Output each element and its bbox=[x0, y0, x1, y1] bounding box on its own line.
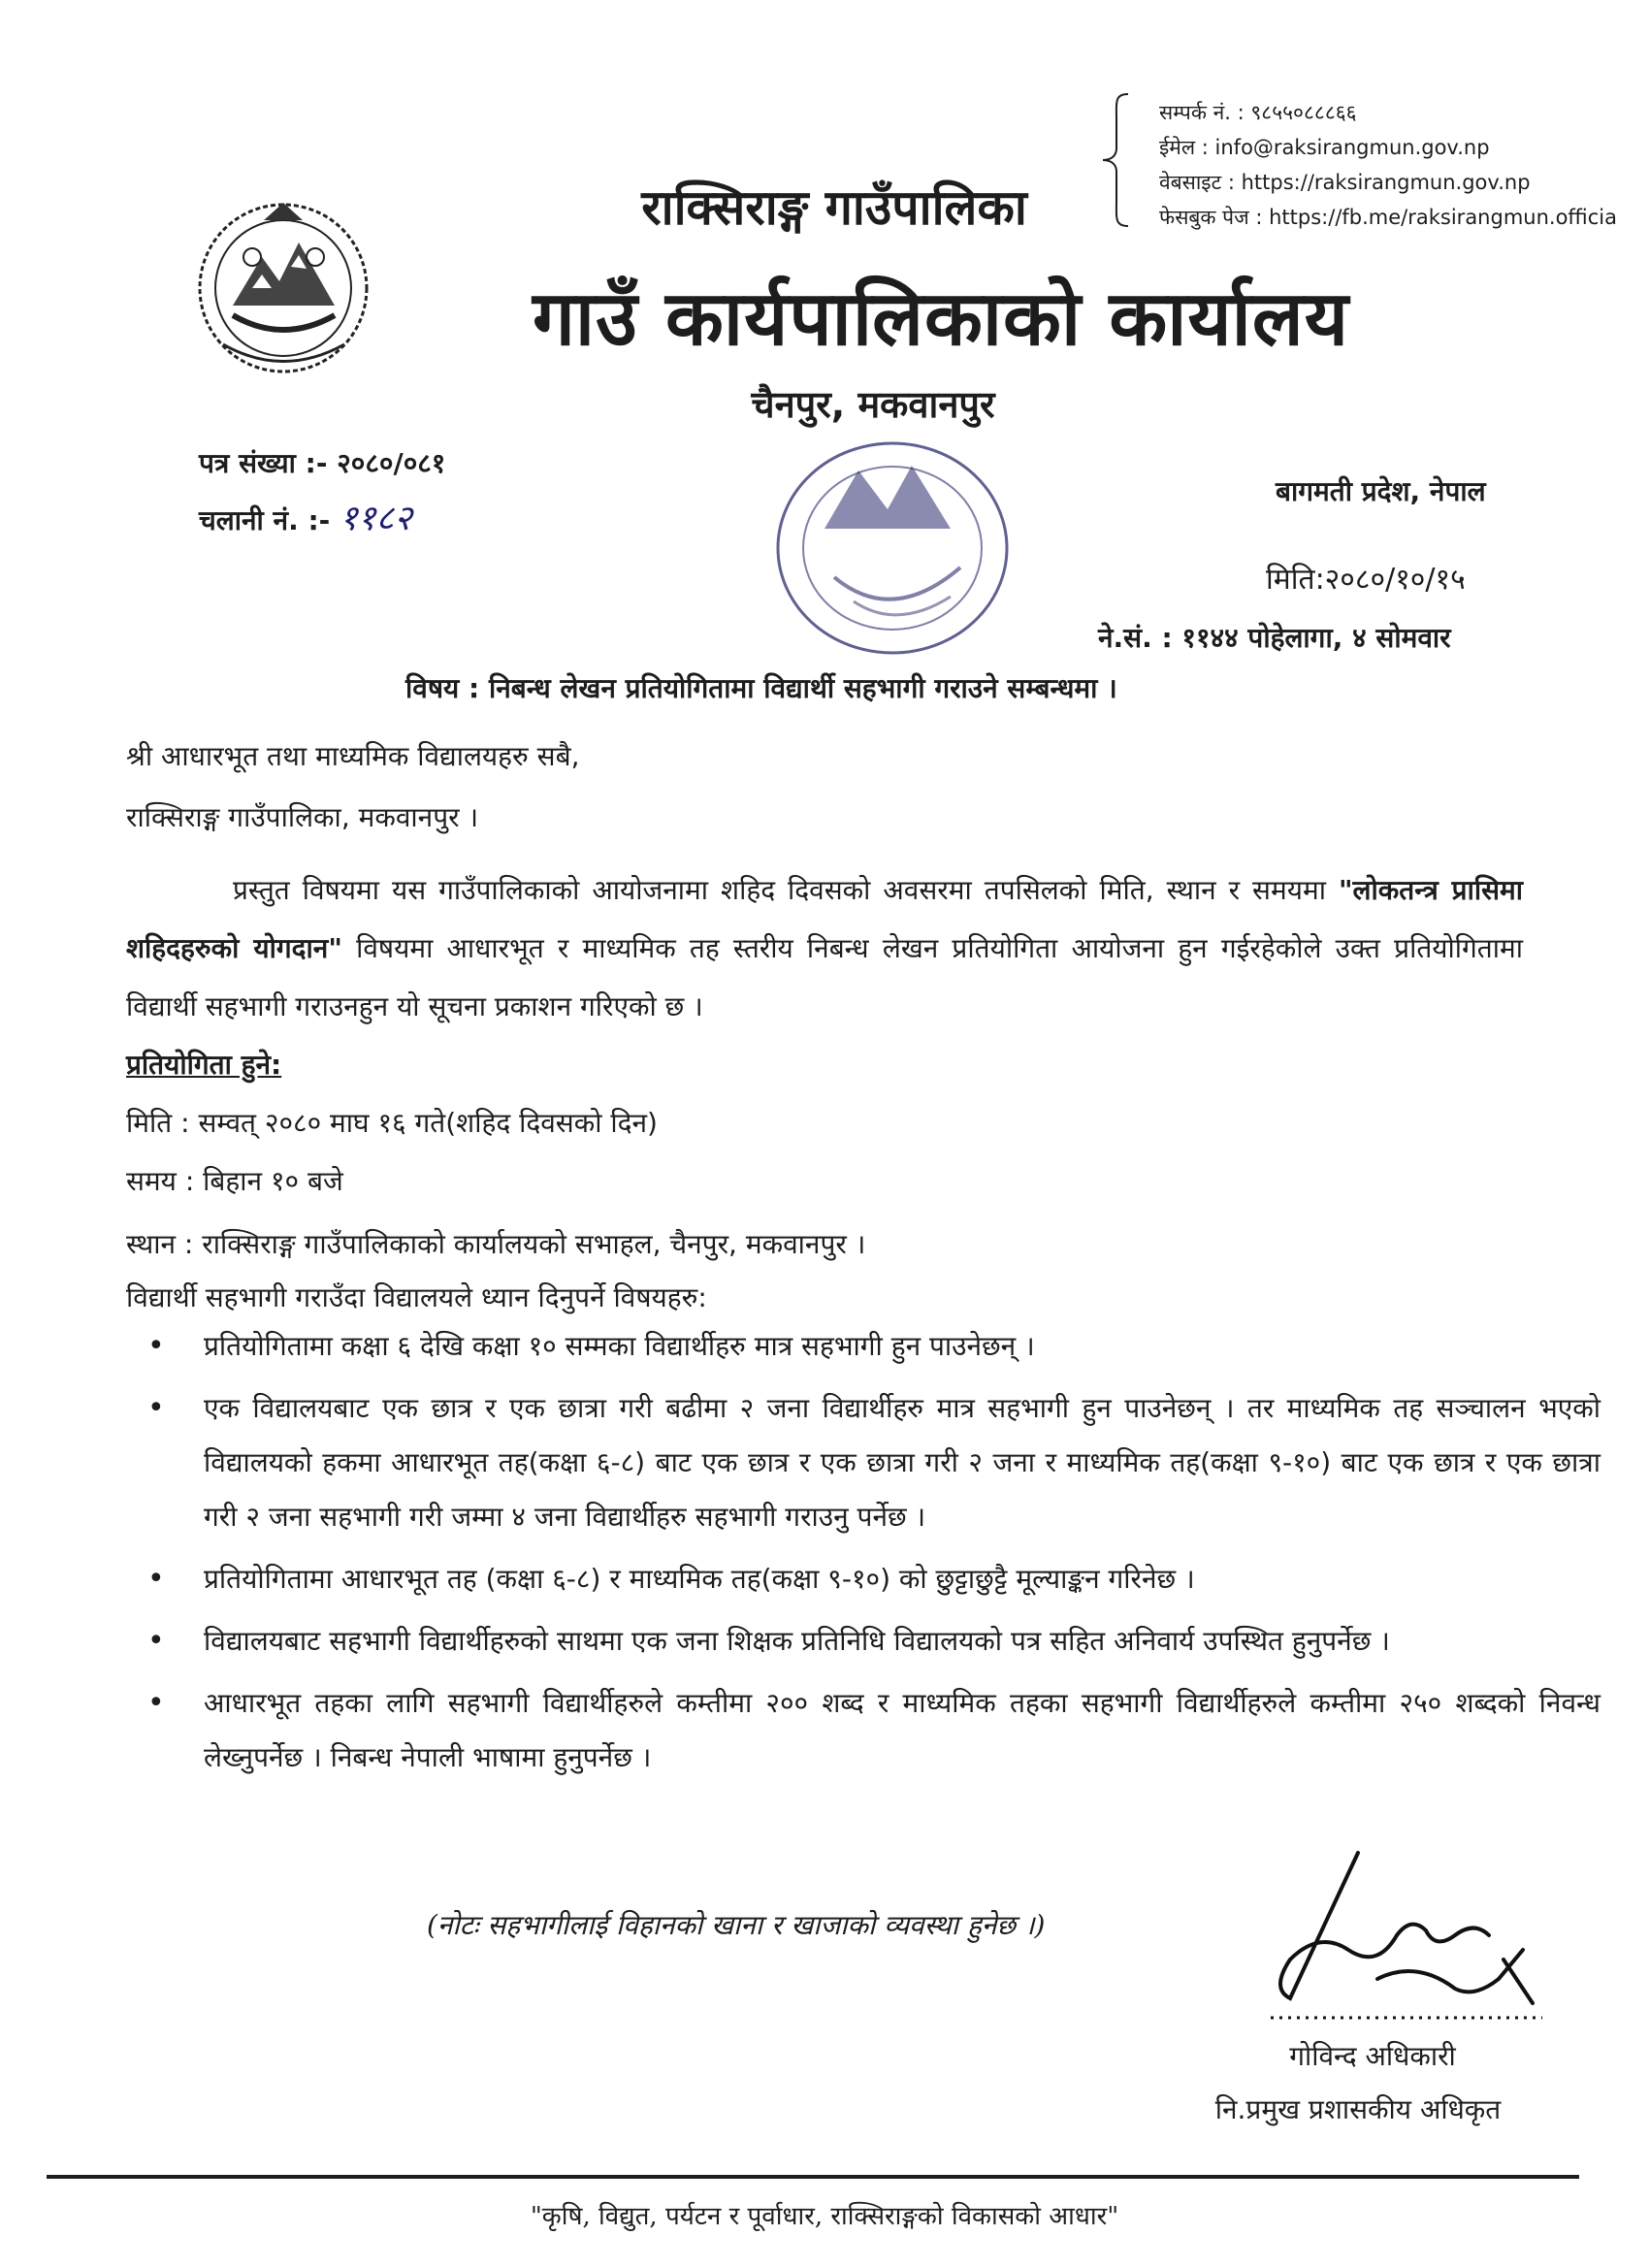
list-item: • आधारभूत तहका लागि सहभागी विद्यार्थीहरुले कम्तीमा २०० शब्द र माध्यमिक तहका सहभागी विद्यार्थीहरुले कम्तीमा २५० शब्दको निवन्ध लेख्नुपर्नेछ । निबन्ध नेपाली भाषामा हुनुपर्नेछ । bbox=[204, 1676, 1600, 1785]
signatory-name: गोविन्द अधिकारी bbox=[1289, 2040, 1456, 2072]
competition-time: समय : बिहान १० बजे bbox=[126, 1165, 343, 1197]
paragraph-part-1: प्रस्तुत विषयमा यस गाउँपालिकाको आयोजनामा शहिद दिवसको अवसरमा तपसिलको मिति, स्थान र समयमा bbox=[233, 874, 1339, 906]
paragraph-part-2: विषयमा आधारभूत र माध्यमिक तह स्तरीय निबन्ध लेखन प्रतियोगिता आयोजना हुन गईरहेकोले उक्त प्रतियोगितामा विद्यार्थी सहभागी गराउनहुन यो सूचना प्रकाशन गरिएको छ । bbox=[126, 932, 1523, 1022]
recipient-line-2: राक्सिराङ्ग गाउँपालिका, मकवानपुर । bbox=[126, 801, 479, 833]
dispatch-number-label: चलानी नं. :- bbox=[199, 504, 331, 536]
dispatch-number-row bbox=[199, 493, 412, 540]
footer-slogan: "कृषि, विद्युत, पर्यटन र पूर्वाधार, राक्सिराङ्गको विकासको आधार" bbox=[530, 2202, 1119, 2231]
contact-facebook: फेसबुक पेज : https://fb.me/raksirangmun.officia bbox=[1159, 206, 1617, 229]
signatory-title: नि.प्रमुख प्रशासकीय अधिकृत bbox=[1214, 2093, 1502, 2125]
competition-date: मिति : सम्वत् २०८० माघ १६ गते(शहिद दिवसको दिन) bbox=[126, 1107, 658, 1139]
nepal-sambat-date: ने.सं. : ११४४ पोहेलागा, ४ सोमवार bbox=[1098, 622, 1451, 654]
list-item: • प्रतियोगितामा आधारभूत तह (कक्षा ६-८) र माध्यमिक तह(कक्षा ९-१०) को छुट्टाछुट्टै मूल्याङ्कन गरिनेछ । bbox=[204, 1552, 1600, 1606]
letter-date: मिति:२०८०/१०/१५ bbox=[1266, 563, 1466, 597]
list-item: • प्रतियोगितामा कक्षा ६ देखि कक्षा १० सम्मका विद्यार्थीहरु मात्र सहभागी हुन पाउनेछन् । bbox=[204, 1319, 1600, 1374]
body-paragraph bbox=[126, 861, 1523, 1036]
list-item: • एक विद्यालयबाट एक छात्र र एक छात्रा गरी बढीमा २ जना विद्यार्थीहरु मात्र सहभागी हुन पाउनेछन् । तर माध्यमिक तह सञ्चालन भएको विद्यालयको हकमा आधारभूत तह(कक्षा ६-८) बाट एक छात्र र एक छात्रा गरी २ जना र माध्यमिक तह(कक्षा ९-१०) बाट एक छात्र र एक छात्रा गरी २ जना सहभागी गरी जम्मा ४ जना विद्यार्थीहरु सहभागी गराउनु पर्नेछ । bbox=[204, 1381, 1600, 1544]
letter-number: पत्र संख्या :- २०८०/०८१ bbox=[199, 447, 446, 479]
school-notes-heading: विद्यार्थी सहभागी गराउँदा विद्यालयले ध्यान दिनुपर्ने विषयहरु: bbox=[126, 1281, 707, 1313]
meal-note: (नोटः सहभागीलाई विहानको खाना र खाजाको व्यवस्था हुनेछ ।) bbox=[427, 1909, 1046, 1941]
letter-subject: विषय : निबन्ध लेखन प्रतियोगितामा विद्यार्थी सहभागी गराउने सम्बन्धमा । bbox=[405, 672, 1117, 704]
competition-title: प्रतियोगिता हुने: bbox=[126, 1049, 282, 1081]
list-item: • विद्यालयबाट सहभागी विद्यार्थीहरुको साथमा एक जना शिक्षक प्रतिनिधि विद्यालयको पत्र सहित अनिवार्य उपस्थित हुनुपर्नेछ । bbox=[204, 1614, 1600, 1669]
contact-phone: सम्पर्क नं. : ९८५५०८८८६६ bbox=[1159, 101, 1357, 124]
instructions-list bbox=[126, 1319, 1600, 1785]
footer-divider bbox=[47, 2175, 1579, 2179]
office-title: गाउँ कार्यपालिकाको कार्यालय bbox=[533, 275, 1349, 363]
signature-icon bbox=[1232, 1843, 1552, 2037]
contact-email: ईमेल : info@raksirangmun.gov.np bbox=[1159, 136, 1490, 159]
paragraph-topic: "लोकतन्त्र प्रासिमा शहिदहरुको योगदान" bbox=[126, 874, 1523, 964]
province-label: बागमती प्रदेश, नेपाल bbox=[1276, 475, 1486, 507]
contact-website: वेबसाइट : https://raksirangmun.gov.np bbox=[1159, 171, 1531, 194]
office-address: चैनपुर, मकवानपुर bbox=[751, 383, 995, 426]
competition-venue: स्थान : राक्सिराङ्ग गाउँपालिकाको कार्यालयको सभाहल, चैनपुर, मकवानपुर । bbox=[126, 1228, 866, 1260]
office-stamp-icon bbox=[766, 432, 1018, 664]
municipality-name: राक्सिराङ्ग गाउँपालिका bbox=[641, 179, 1027, 236]
recipient-line-1: श्री आधारभूत तथा माध्यमिक विद्यालयहरु सबै, bbox=[126, 740, 580, 772]
dispatch-number-value: ११८२ bbox=[340, 499, 412, 538]
